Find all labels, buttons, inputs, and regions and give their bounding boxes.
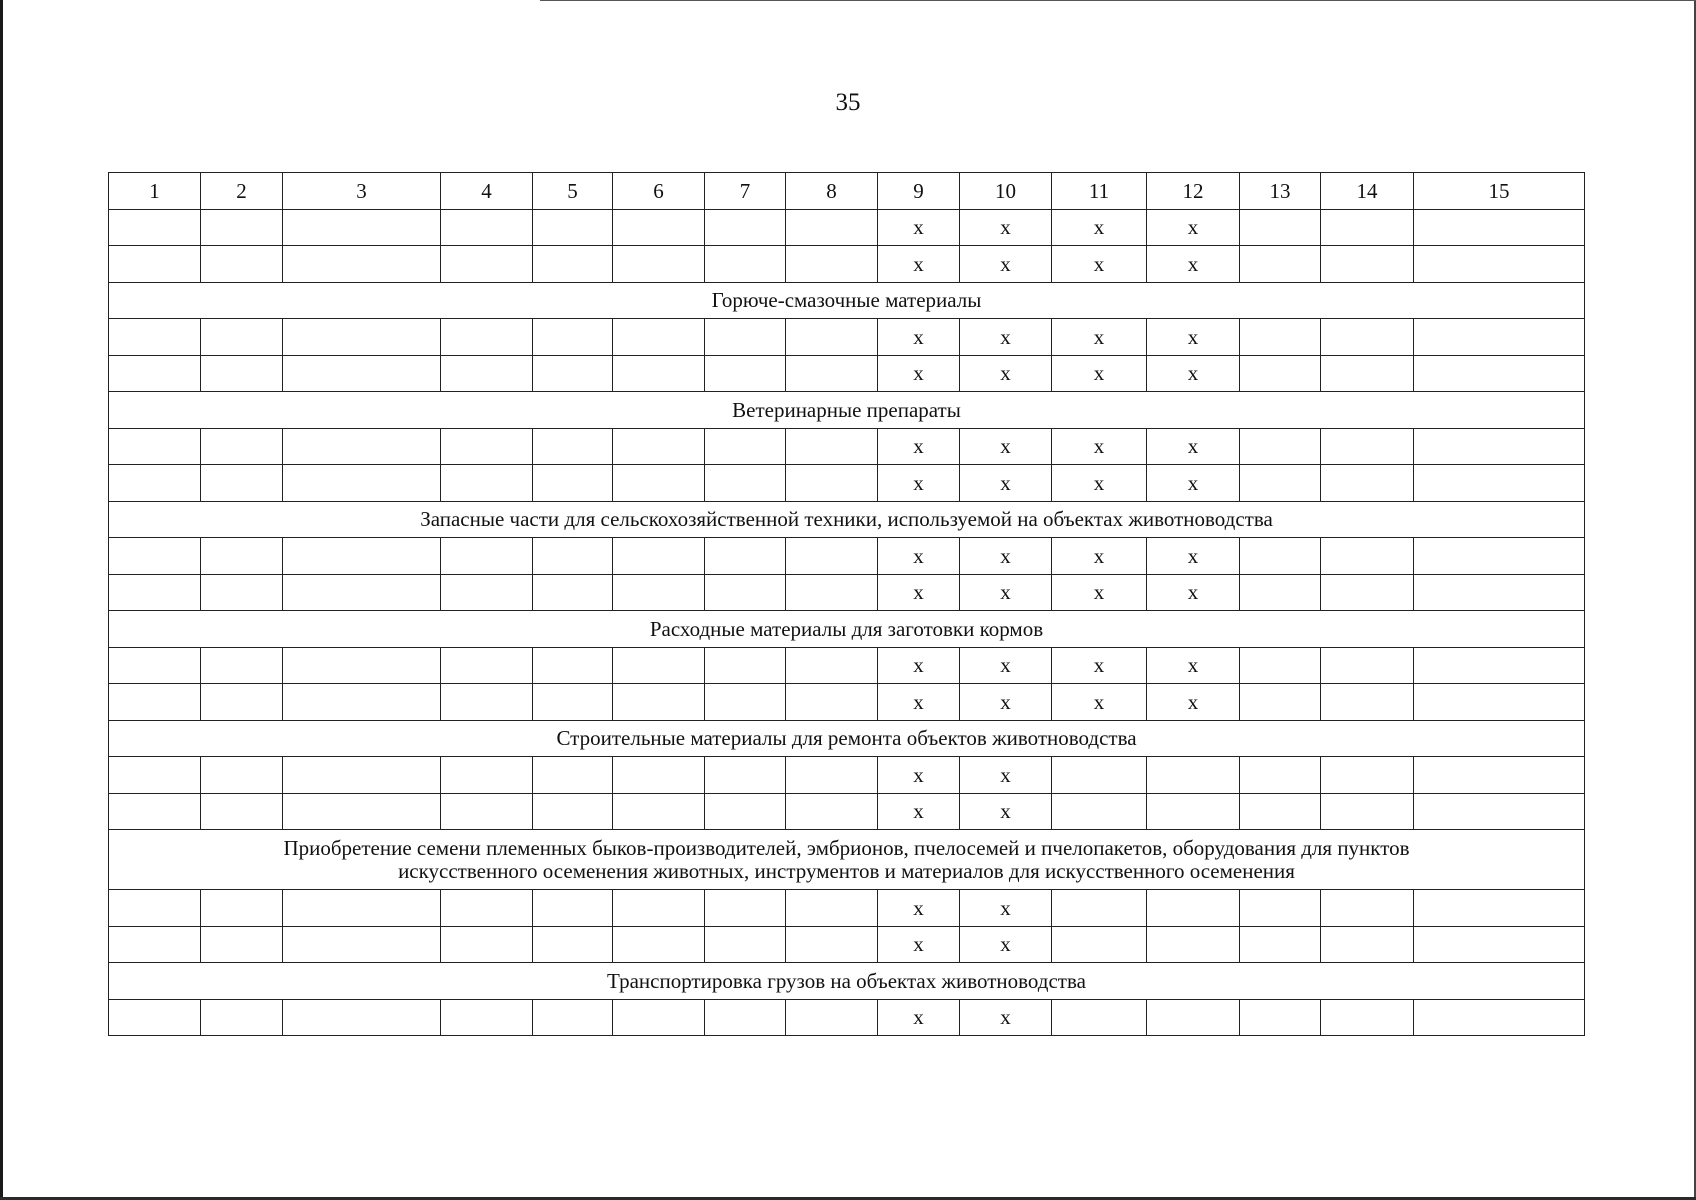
- table-cell: [1240, 647, 1321, 684]
- column-number-cell: 9: [878, 173, 960, 210]
- table-cell: [283, 647, 441, 684]
- table-cell: [533, 428, 613, 465]
- table-row: [109, 319, 1585, 356]
- table-cell: x: [878, 793, 960, 830]
- table-row: [109, 465, 1585, 502]
- table-cell: [441, 465, 533, 502]
- table-cell: x: [878, 684, 960, 721]
- table-cell: [283, 209, 441, 246]
- table-cell: [441, 757, 533, 794]
- table-cell: [705, 465, 786, 502]
- table-cell: [201, 319, 283, 356]
- table-cell: [201, 538, 283, 575]
- table-cell: [613, 428, 705, 465]
- table-cell: [613, 647, 705, 684]
- table-cell: [613, 890, 705, 927]
- section-heading: Транспортировка грузов на объектах животноводства: [109, 963, 1585, 1000]
- table-cell: [533, 574, 613, 611]
- table-cell: [705, 428, 786, 465]
- table-cell: [283, 999, 441, 1036]
- table-cell: [1240, 684, 1321, 721]
- table-cell: [441, 428, 533, 465]
- table-cell: [109, 355, 201, 392]
- table-cell: [201, 926, 283, 963]
- table-cell: [441, 647, 533, 684]
- table-cell: x: [960, 574, 1052, 611]
- table-cell: [1240, 999, 1321, 1036]
- table-cell: [1321, 926, 1414, 963]
- section-heading-line: Приобретение семени племенных быков-производителей, эмбрионов, пчелосемей и пчелопакетов, оборудования для пунктов: [283, 835, 1410, 860]
- table-cell: [441, 538, 533, 575]
- table-cell: [705, 647, 786, 684]
- table-cell: [283, 684, 441, 721]
- section-heading-row: [109, 611, 1585, 648]
- table-cell: [1414, 793, 1585, 830]
- table-cell: [1240, 538, 1321, 575]
- table-cell: [705, 757, 786, 794]
- table-cell: [613, 465, 705, 502]
- table-row: [109, 355, 1585, 392]
- section-heading-row: [109, 282, 1585, 319]
- table-cell: [283, 926, 441, 963]
- column-number-cell: 10: [960, 173, 1052, 210]
- table-cell: [109, 999, 201, 1036]
- table-cell: x: [1052, 355, 1147, 392]
- table-cell: [533, 538, 613, 575]
- table-cell: [109, 793, 201, 830]
- table-cell: [283, 465, 441, 502]
- table-cell: [109, 465, 201, 502]
- table-cell: [786, 999, 878, 1036]
- page-number: 35: [835, 89, 861, 116]
- table-cell: [201, 757, 283, 794]
- table-cell: [613, 574, 705, 611]
- table-cell: x: [878, 246, 960, 283]
- scan-border-left: [0, 0, 3, 1200]
- table-cell: [1240, 926, 1321, 963]
- table-cell: [613, 926, 705, 963]
- table-cell: [533, 209, 613, 246]
- table-cell: x: [878, 647, 960, 684]
- table-cell: [705, 999, 786, 1036]
- table-cell: x: [1052, 574, 1147, 611]
- table-cell: [201, 793, 283, 830]
- table-cell: [1321, 319, 1414, 356]
- table-cell: [201, 246, 283, 283]
- table-cell: [533, 355, 613, 392]
- table-row: [109, 684, 1585, 721]
- table-cell: [1321, 246, 1414, 283]
- table-cell: x: [878, 428, 960, 465]
- table-cell: [1240, 428, 1321, 465]
- table-cell: [705, 890, 786, 927]
- table-cell: [1321, 793, 1414, 830]
- column-number-cell: 13: [1240, 173, 1321, 210]
- table-cell: [786, 926, 878, 963]
- table-cell: [786, 757, 878, 794]
- table-cell: [1414, 319, 1585, 356]
- section-heading: Строительные материалы для ремонта объектов животноводства: [109, 720, 1585, 757]
- table-cell: [1052, 926, 1147, 963]
- table-cell: [1414, 757, 1585, 794]
- table-cell: [1414, 465, 1585, 502]
- table-cell: [786, 684, 878, 721]
- column-number-cell: 15: [1414, 173, 1585, 210]
- table-cell: x: [878, 319, 960, 356]
- table-cell: x: [878, 209, 960, 246]
- scan-border-top: [540, 0, 1696, 1]
- table-cell: [1321, 355, 1414, 392]
- table-cell: [786, 538, 878, 575]
- table-cell: [1321, 647, 1414, 684]
- table-cell: [786, 793, 878, 830]
- table-cell: [109, 246, 201, 283]
- table-cell: [705, 926, 786, 963]
- table-cell: [1052, 793, 1147, 830]
- table-cell: [201, 355, 283, 392]
- table-cell: [533, 465, 613, 502]
- table-cell: x: [960, 757, 1052, 794]
- table-cell: [283, 246, 441, 283]
- table-cell: x: [1147, 428, 1240, 465]
- table-cell: [786, 428, 878, 465]
- table-cell: [786, 647, 878, 684]
- table-row: [109, 793, 1585, 830]
- table-cell: [109, 574, 201, 611]
- section-heading-row: [109, 501, 1585, 538]
- table-cell: [705, 574, 786, 611]
- table-cell: [786, 465, 878, 502]
- table-cell: [441, 355, 533, 392]
- table-cell: x: [1147, 355, 1240, 392]
- table-cell: x: [1052, 647, 1147, 684]
- table-row: [109, 926, 1585, 963]
- table-cell: [786, 355, 878, 392]
- table-cell: x: [878, 890, 960, 927]
- table-cell: [109, 684, 201, 721]
- table-row: [109, 757, 1585, 794]
- section-heading-row: [109, 963, 1585, 1000]
- table-cell: [441, 684, 533, 721]
- table-cell: [613, 355, 705, 392]
- data-table: [108, 172, 1585, 1036]
- table-cell: x: [1147, 538, 1240, 575]
- table-cell: [613, 757, 705, 794]
- table-cell: [533, 684, 613, 721]
- table-cell: x: [1052, 428, 1147, 465]
- table-cell: [1321, 999, 1414, 1036]
- table-cell: x: [960, 355, 1052, 392]
- table-cell: [705, 246, 786, 283]
- table-cell: [441, 890, 533, 927]
- table-cell: [1414, 538, 1585, 575]
- table-cell: [283, 538, 441, 575]
- table-cell: [109, 209, 201, 246]
- table-row: [109, 209, 1585, 246]
- table-cell: x: [1052, 209, 1147, 246]
- column-number-cell: 12: [1147, 173, 1240, 210]
- table-cell: x: [878, 999, 960, 1036]
- table-cell: [705, 793, 786, 830]
- table-cell: [283, 793, 441, 830]
- table-cell: [1321, 684, 1414, 721]
- table-cell: [533, 793, 613, 830]
- table-cell: [1147, 890, 1240, 927]
- table-cell: x: [960, 428, 1052, 465]
- table-cell: [533, 757, 613, 794]
- table-cell: [613, 999, 705, 1036]
- table-cell: x: [960, 246, 1052, 283]
- table-cell: x: [960, 890, 1052, 927]
- table-cell: [1321, 890, 1414, 927]
- table-cell: x: [960, 999, 1052, 1036]
- table-cell: [533, 647, 613, 684]
- column-number-cell: 8: [786, 173, 878, 210]
- table-cell: [1414, 684, 1585, 721]
- table-cell: [613, 793, 705, 830]
- table-cell: x: [1147, 647, 1240, 684]
- section-heading: Горюче-смазочные материалы: [109, 282, 1585, 319]
- table-cell: [201, 684, 283, 721]
- table-cell: [1414, 428, 1585, 465]
- column-number-cell: 14: [1321, 173, 1414, 210]
- table-cell: x: [878, 355, 960, 392]
- table-cell: x: [960, 926, 1052, 963]
- table-cell: [109, 647, 201, 684]
- section-heading: Запасные части для сельскохозяйственной техники, используемой на объектах животноводства: [109, 501, 1585, 538]
- table-body: [109, 173, 1585, 1036]
- table-cell: x: [878, 538, 960, 575]
- table-cell: x: [960, 319, 1052, 356]
- table-cell: [1414, 647, 1585, 684]
- table-cell: [786, 890, 878, 927]
- table-cell: [705, 684, 786, 721]
- table-cell: [1240, 319, 1321, 356]
- table-cell: [1321, 209, 1414, 246]
- table-cell: [533, 246, 613, 283]
- table-cell: [441, 574, 533, 611]
- table-cell: x: [878, 465, 960, 502]
- column-number-cell: 3: [283, 173, 441, 210]
- table-cell: [1321, 428, 1414, 465]
- table-cell: x: [960, 647, 1052, 684]
- table-cell: [109, 319, 201, 356]
- section-heading: Расходные материалы для заготовки кормов: [109, 611, 1585, 648]
- table-row: [109, 890, 1585, 927]
- table-cell: [1147, 757, 1240, 794]
- table-cell: [1321, 465, 1414, 502]
- table-cell: [1321, 538, 1414, 575]
- table-row: [109, 574, 1585, 611]
- table-cell: [283, 757, 441, 794]
- table-cell: [283, 428, 441, 465]
- table-cell: [1414, 999, 1585, 1036]
- table-cell: x: [878, 574, 960, 611]
- table-cell: [1414, 355, 1585, 392]
- table-cell: x: [1052, 246, 1147, 283]
- table-cell: [705, 538, 786, 575]
- table-cell: [1414, 574, 1585, 611]
- column-number-row: [109, 173, 1585, 210]
- table-cell: [441, 999, 533, 1036]
- column-number-cell: 5: [533, 173, 613, 210]
- table-cell: [283, 574, 441, 611]
- table-cell: [1414, 926, 1585, 963]
- table-cell: [201, 890, 283, 927]
- section-heading-row: [109, 830, 1585, 890]
- table-cell: [1240, 246, 1321, 283]
- table-cell: [441, 926, 533, 963]
- table-cell: [441, 319, 533, 356]
- table-cell: [201, 209, 283, 246]
- table-cell: [786, 209, 878, 246]
- section-heading: [109, 830, 1585, 890]
- table-cell: [1052, 890, 1147, 927]
- table-cell: x: [1147, 574, 1240, 611]
- table-cell: [1240, 890, 1321, 927]
- column-number-cell: 6: [613, 173, 705, 210]
- section-heading-row: [109, 392, 1585, 429]
- table-cell: [1414, 209, 1585, 246]
- section-heading-row: [109, 720, 1585, 757]
- table-row: [109, 538, 1585, 575]
- table-cell: [283, 890, 441, 927]
- section-heading-line: искусственного осеменения животных, инструментов и материалов для искусственного осеменения: [398, 858, 1295, 883]
- table-cell: [283, 355, 441, 392]
- table-cell: [533, 999, 613, 1036]
- table-cell: [1414, 246, 1585, 283]
- table-row: [109, 428, 1585, 465]
- table-cell: [1052, 999, 1147, 1036]
- table-cell: [441, 246, 533, 283]
- table-cell: x: [1147, 465, 1240, 502]
- table-cell: x: [1147, 209, 1240, 246]
- column-number-cell: 7: [705, 173, 786, 210]
- table-cell: x: [878, 757, 960, 794]
- table-cell: x: [1147, 319, 1240, 356]
- table-cell: [1240, 574, 1321, 611]
- table-cell: x: [960, 465, 1052, 502]
- table-cell: [201, 574, 283, 611]
- table-cell: [1147, 926, 1240, 963]
- table-cell: [786, 574, 878, 611]
- table-cell: [201, 465, 283, 502]
- table-cell: x: [1147, 684, 1240, 721]
- table-cell: x: [1147, 246, 1240, 283]
- table-cell: [1321, 574, 1414, 611]
- table-cell: [109, 538, 201, 575]
- table-cell: [1321, 757, 1414, 794]
- table-row: [109, 999, 1585, 1036]
- table-cell: x: [960, 793, 1052, 830]
- table-cell: [533, 926, 613, 963]
- table-cell: x: [960, 684, 1052, 721]
- column-number-cell: 2: [201, 173, 283, 210]
- table-row: [109, 647, 1585, 684]
- table-cell: [441, 793, 533, 830]
- table-cell: [1052, 757, 1147, 794]
- table-cell: [786, 319, 878, 356]
- table-cell: [1240, 757, 1321, 794]
- table-cell: x: [1052, 319, 1147, 356]
- table-cell: [109, 890, 201, 927]
- column-number-cell: 4: [441, 173, 533, 210]
- table-cell: [201, 647, 283, 684]
- column-number-cell: 1: [109, 173, 201, 210]
- table-cell: [1240, 355, 1321, 392]
- table-cell: [1240, 793, 1321, 830]
- table-cell: [613, 538, 705, 575]
- table-cell: [613, 246, 705, 283]
- table-cell: x: [1052, 538, 1147, 575]
- table-cell: [705, 209, 786, 246]
- table-cell: [786, 246, 878, 283]
- table-cell: [441, 209, 533, 246]
- section-heading: Ветеринарные препараты: [109, 392, 1585, 429]
- table-cell: [201, 999, 283, 1036]
- table-cell: x: [1052, 465, 1147, 502]
- column-number-cell: 11: [1052, 173, 1147, 210]
- table-cell: [1240, 209, 1321, 246]
- table-cell: [533, 319, 613, 356]
- table-cell: [705, 319, 786, 356]
- table-cell: x: [1052, 684, 1147, 721]
- table-cell: x: [878, 926, 960, 963]
- table-cell: [613, 319, 705, 356]
- table-cell: [109, 428, 201, 465]
- table-cell: x: [960, 209, 1052, 246]
- table-cell: [613, 209, 705, 246]
- table-cell: [1414, 890, 1585, 927]
- table-cell: x: [960, 538, 1052, 575]
- table-cell: [109, 926, 201, 963]
- table-cell: [613, 684, 705, 721]
- table-cell: [533, 890, 613, 927]
- table-cell: [1147, 999, 1240, 1036]
- table-row: [109, 246, 1585, 283]
- table-cell: [283, 319, 441, 356]
- table-cell: [1240, 465, 1321, 502]
- table-cell: [1147, 793, 1240, 830]
- table-cell: [201, 428, 283, 465]
- table-cell: [705, 355, 786, 392]
- table-cell: [109, 757, 201, 794]
